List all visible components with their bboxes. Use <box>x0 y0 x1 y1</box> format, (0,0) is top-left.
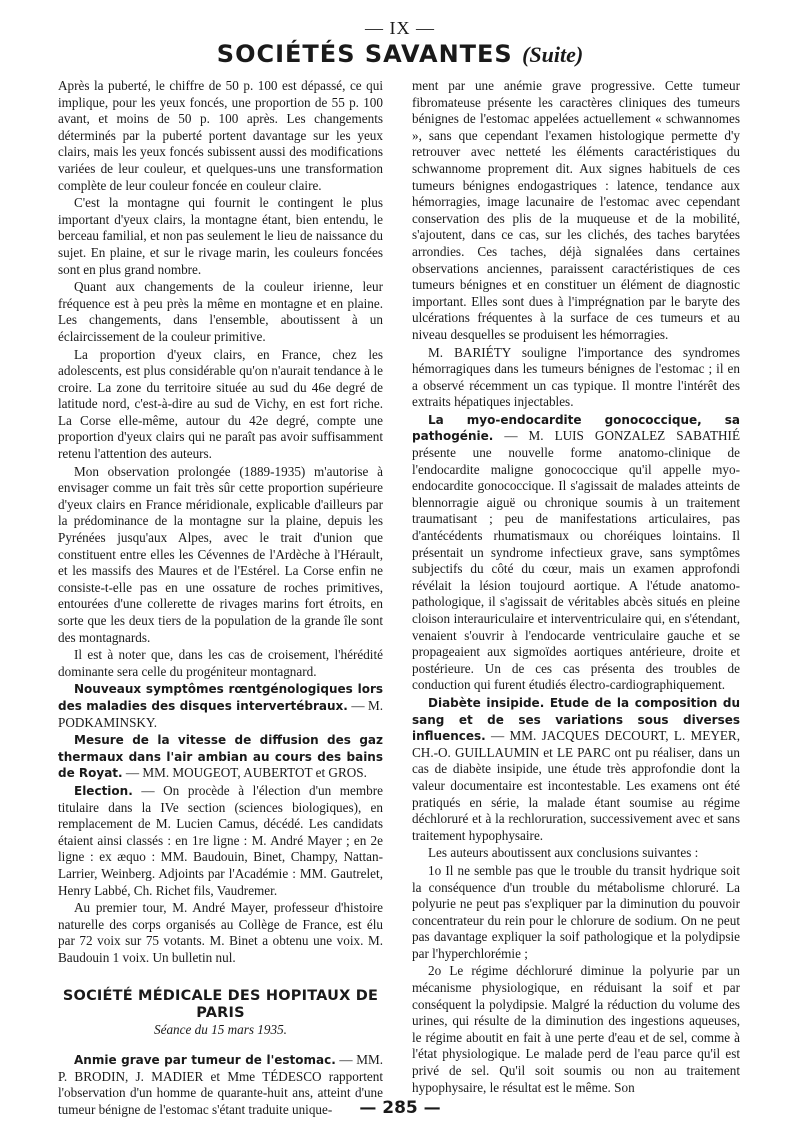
paragraph: 2o Le régime déchloruré diminue la polyurie par un mécanisme physiologique, en réduisant la soif et par conséquent la polydipsie. Malgré la réduction du volume des urines, qui résulte de la diminution des ingestions aqueuses, le régime aboutit en fait à une perte d'eau et de sel, comme à l'état physiologique. Le malade perd de l'eau parce qu'il est privé de sel. Qu'il soit soumis ou non au traitement hypophysaire, le résultat est le même. Son <box>412 963 740 1095</box>
paragraph: C'est la montagne qui fournit le contingent le plus important d'yeux clairs, la montagne étant, bien entendu, le berceau familial, et non pas seulement le lieu de naissance du sujet. En plaine, et sur le rivage marin, les couleurs foncées sont en plus grand nombre. <box>58 195 383 277</box>
paragraph: ment par une anémie grave progressive. Cette tumeur fibromateuse présente les caractères cliniques des tumeurs bénignes de l'estomac appelées actuellement « schwannomes », sans que cependant l'examen histologique permette d'y retrouver avec netteté les éléments caractéristiques du schwannome proprement dit. Aux signes habituels de ces tumeurs bénignes endogastriques : latence, tendance aux hémorragies, image lacunaire de l'estomac avec cependant conservation des plis de la muqueuse et de la mobilité, s'ajoutent, dans ce cas, sur les clichés, des taches barytées arrondies. Ces taches, déjà signalées dans certaines observations anciennes, paraissent caractéristiques de ces tumeurs bénignes et en constituer un élément de diagnostic important. Elles sont dues à l'imprégnation par le baryte des ulcérations fréquentes à la surface de ces tumeurs et au niveau desquelles se produisent les hémorragies. <box>412 78 740 342</box>
communication-text: — M. LUIS GONZALEZ SABATHIÉ présente une nouvelle forme anatomo-clinique de l'endocardite maligne gonococcique qu'il appelle myo-endocardite gonococcique. Il s'agissait de malades atteints de blennorragie aiguë ou chronique soumis à un traitement traumatisant ; peu de manifestations articulaires, pas d'antécédents rhumatismaux ou choréiques lointains. Il présentait un syndrome infectieux grave, sans symptômes subjectifs du côté du cœur, mais un examen approfondi révélait la lésion toujourd aortique. A l'étude anatomo-pathologique, il s'agissait de véritables abcès situés en pleine cloison interauriculaire et interventriculaire qui, en s'étendant, venaient s'ouvrir à l'endocarde ventriculaire gauche et se propageaient aux sigmoïdes aortiques antérieure, droite et postérieure. Un de ces cas présenta des troubles de conduction qui furent étudiés électro-cardiographiquement. <box>412 428 740 693</box>
paragraph: M. BARIÉTY souligne l'importance des syndromes hémorragiques dans les tumeurs bénignes de l'estomac ; il en a observé récemment un cas typique. Il montre l'intérêt des extraits hépatiques injectables. <box>412 344 740 410</box>
paragraph: La proportion d'yeux clairs, en France, chez les adolescents, est plus considérable qu'on n'aurait tendance à le croire. La zone du territoire située au sud du 46e degré de latitude nord, c'est-à-dire au sud de Vichy, en est fort riche. La Corse elle-même, autour du 42e degré, compte une proportion d'yeux clairs qui ne paraît pas avoir suffisamment retenu l'attention des auteurs. <box>58 346 383 462</box>
section-header <box>0 40 800 68</box>
communication-title: Diabète insipide. Etude de la composition du sang et de ses variations sous diverses influences. <box>412 695 740 744</box>
paragraph: Quant aux changements de la couleur irienne, leur fréquence est à peu près la même en montagne et en plaine. Les changements, dans l'ensemble, aboutissent à un éclaircissement de la couleur primitive. <box>58 279 383 344</box>
communication-title: Nouveaux symptômes rœntgénologiques lors des maladies des disques intervertébraux. <box>58 682 383 713</box>
communication-author: — MM. MOUGEOT, AUBERTOT et GROS. <box>125 765 367 781</box>
session-date: Séance du 15 mars 1935. <box>154 1021 287 1037</box>
communication-text: — MM. P. BRODIN, J. MADIER et Mme TÉDESCO rapportent l'observation d'un homme de quarante-huit ans, atteint d'une tumeur bénigne de l'estomac s'étant traduite unique- <box>58 1052 383 1118</box>
communication-entry <box>58 681 383 731</box>
communication-text: — On procède à l'élection d'un membre titulaire dans la IVe section (sciences biologiques), en remplacement de M. Lucien Camus, décédé. Les candidats étaient ainsi classés : en 1re ligne : M. André Mayer ; en 2e ligne : ex æquo : MM. Baudouin, Binet, Champy, Nattan-Larrier, Weinberg. Adjoints par l'Académie : MM. Gautrelet, Henry Labbé, Ch. Richet fils, Vaudremer. <box>58 782 383 898</box>
communication-entry <box>58 732 383 782</box>
communication-text: — MM. JACQUES DECOURT, L. MEYER, CH.-O. GUILLAUMIN et LE PARC ont pu réaliser, dans un cas de diabète insipide, une étude très approfondie dont la valeur documentaire est incontestable. Les examens ont été pratiqués en série, la malade étant soumise au régime déchloruré et à la rechloruration, successivement avec et sans traitement hypophysaire. <box>412 728 740 843</box>
page-number: — 285 — <box>359 1098 441 1118</box>
communication-title: Anmie grave par tumeur de l'estomac. <box>74 1053 336 1068</box>
communication-entry <box>58 783 383 899</box>
communication-entry <box>412 695 740 844</box>
page-roman-numeral: — IX — <box>365 18 435 38</box>
paragraph: Les auteurs aboutissent aux conclusions suivantes : <box>428 845 699 861</box>
paragraph: Au premier tour, M. André Mayer, professeur d'histoire naturelle des corps organisés au Collège de France, est élu par 72 voix sur 75 votants. M. Binet a obtenu une voix. M. Baudouin 1 voix. Un bulletin nul. <box>58 900 383 965</box>
communication-title: La myo-endocardite gonococcique, sa pathogénie. <box>412 412 740 444</box>
paragraph: Mon observation prolongée (1889-1935) m'autorise à envisager comme un fait très sûr cette proportion supérieure d'yeux clairs en France méridionale, explicable d'ailleurs par la prédominance de la montagne sur la plaine, depuis les Pyrénées jusqu'aux Alpes, avec le trait d'union que constituent entre elles les Cévennes de l'Ardèche à l'Hérault, et les massifs des Maures et de l'Estérel. La Corse enfin ne consiste-t-elle pas en une ossature de roches primitives, entourées d'une collerette de rivages marins fort étroits, en sorte que les deux tiers de la population de la grande île sont des montagnards. <box>58 463 383 645</box>
header-title: SOCIÉTÉS SAVANTES <box>216 40 513 68</box>
communication-entry <box>412 412 740 694</box>
paragraph: Après la puberté, le chiffre de 50 p. 100 est dépassé, ce qui implique, pour les yeux foncés, une proportion de 55 p. 100 avant, et moins de 50 p. 100 après. Les changements déterminés par la puberté portent davantage sur les yeux clairs, mais les yeux foncés subissent aussi des modifications variées de leur couleur, et quelques-uns une transformation complète de leur couleur foncée en couleur claire. <box>58 78 383 193</box>
communication-title: Mesure de la vitesse de diffusion des gaz thermaux dans l'air ambian au cours des bains de Royat. <box>58 733 383 781</box>
society-title: SOCIÉTÉ MÉDICALE DES HOPITAUX DE PARIS <box>62 988 379 1022</box>
header-suite: (Suite) <box>522 42 584 67</box>
left-column <box>58 78 383 1119</box>
communication-author: — M. PODKAMINSKY. <box>58 697 383 730</box>
paragraph: 1o Il ne semble pas que le trouble du transit hydrique soit la conséquence d'un trouble du métabolisme chloruré. La polyurie ne peut pas s'expliquer par la diminution du pouvoir concentrateur du rein pour le chlorure de sodium. On ne peut pas davantage expliquer la soif pathologique et la polydipsie par l'hyperchlorémie ; <box>412 862 740 961</box>
paragraph: Il est à noter que, dans les cas de croisement, l'hérédité dominante sera celle du progéniteur montagnard. <box>58 647 383 679</box>
right-column <box>412 78 740 1096</box>
communication-title: Election. <box>74 783 133 798</box>
